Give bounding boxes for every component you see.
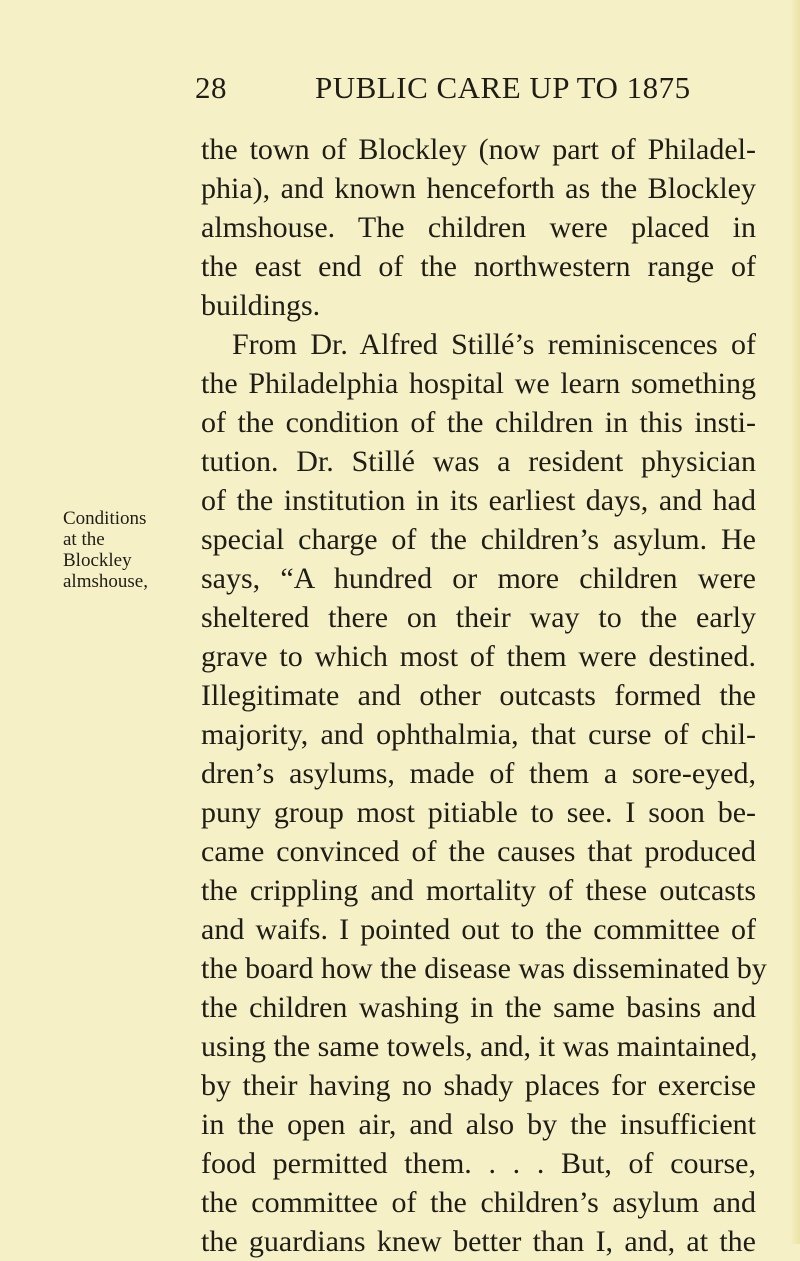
running-title: PUBLIC CARE UP TO 1875 xyxy=(315,70,691,105)
text-line: the children washing in the same basins and xyxy=(201,991,756,1024)
text-line: grave to which most of them were destined. xyxy=(201,640,756,673)
text-line: of the institution in its earliest days, and had xyxy=(201,484,756,517)
text-line: tution. Dr. Stillé was a resident physician xyxy=(201,445,756,478)
text-line: buildings. xyxy=(201,289,321,322)
margin-note-line: Conditions xyxy=(63,508,147,529)
text-line: says, “A hundred or more children were xyxy=(201,562,756,595)
margin-note-line: at the xyxy=(63,529,105,550)
text-line: of the condition of the children in this insti- xyxy=(201,406,756,439)
text-line: the town of Blockley (now part of Philadel- xyxy=(201,133,756,166)
margin-note-line: Blockley xyxy=(63,550,132,571)
text-line: the committee of the children’s asylum and xyxy=(201,1186,756,1219)
text-line: Illegitimate and other outcasts formed the xyxy=(201,679,756,712)
text-line: and waifs. I pointed out to the committee of xyxy=(201,913,756,946)
page-header xyxy=(195,70,755,110)
text-line: almshouse. The children were placed in xyxy=(201,211,756,244)
text-line: phia), and known henceforth as the Blockley xyxy=(201,172,756,205)
margin-note xyxy=(63,508,203,592)
text-line: sheltered there on their way to the early xyxy=(201,601,756,634)
page-number: 28 xyxy=(195,70,227,105)
text-line: the board how the disease was disseminated by xyxy=(201,952,767,985)
text-line: majority, and ophthalmia, that curse of chil- xyxy=(201,718,756,751)
text-line: food permitted them. . . . But, of course, xyxy=(201,1147,756,1180)
text-line: the east end of the northwestern range of xyxy=(201,250,756,283)
margin-note-line: almshouse, xyxy=(63,571,148,592)
text-line: by their having no shady places for exercise xyxy=(201,1069,756,1102)
text-line: using the same towels, and, it was maintained, xyxy=(201,1030,758,1063)
text-line: the Philadelphia hospital we learn something xyxy=(201,367,756,400)
text-line: in the open air, and also by the insufficient xyxy=(201,1108,756,1141)
page-edge xyxy=(790,0,800,1244)
text-line: the guardians knew better than I, and, at the xyxy=(201,1225,756,1258)
text-line: the crippling and mortality of these outcasts xyxy=(201,874,756,907)
text-line: dren’s asylums, made of them a sore-eyed, xyxy=(201,757,756,790)
text-line: puny group most pitiable to see. I soon be- xyxy=(201,796,756,829)
text-line: special charge of the children’s asylum. He xyxy=(201,523,756,556)
text-line: From Dr. Alfred Stillé’s reminiscences of xyxy=(232,328,756,361)
body-text xyxy=(201,130,767,1261)
text-line: came convinced of the causes that produced xyxy=(201,835,756,868)
